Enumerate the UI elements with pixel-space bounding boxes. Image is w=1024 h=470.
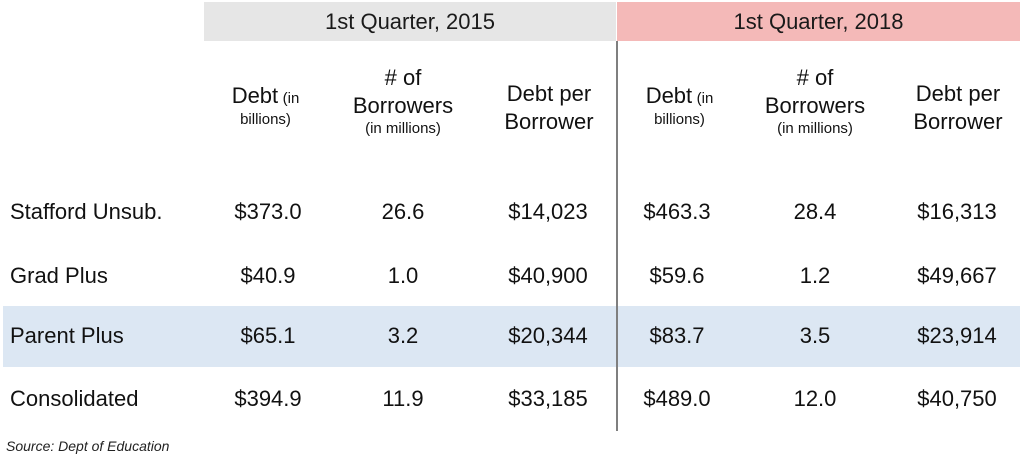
table-cell: 3.5 <box>799 323 831 348</box>
col-header-debt-per-label: Debt per <box>915 81 1001 106</box>
table-cell: $40,900 <box>508 263 588 288</box>
col-header-borrowers-sub: (in millions) <box>777 120 853 137</box>
col-header-borrowers-label: # of <box>384 65 422 90</box>
table-cell: $33,185 <box>508 386 588 411</box>
table-cell: $49,667 <box>917 263 997 288</box>
col-header-borrowers-label: # of <box>796 65 834 90</box>
col-header-debt-per-2018 <box>893 80 1023 135</box>
table-cell: $20,344 <box>508 323 588 348</box>
col-header-borrowers-2015 <box>333 64 473 139</box>
col-header-borrowers-2018 <box>745 64 885 139</box>
col-header-debt-per-label2: Borrower <box>913 108 1003 134</box>
col-header-borrowers-label2: Borrowers <box>352 92 454 118</box>
col-header-debt-label: Debt <box>231 83 279 108</box>
col-header-debt-sub2: billions) <box>240 110 291 128</box>
table-cell: $65.1 <box>240 323 296 348</box>
col-header-debt-sub: (in <box>696 90 714 107</box>
table-cell: 28.4 <box>793 199 837 224</box>
row-label: Consolidated <box>10 386 139 411</box>
col-header-debt-sub: (in <box>282 90 300 107</box>
table-cell: 26.6 <box>381 199 425 224</box>
row-label: Stafford Unsub. <box>10 199 163 224</box>
table-cell: $489.0 <box>643 386 711 411</box>
table-cell: 12.0 <box>793 386 837 411</box>
col-header-debt-2015 <box>208 82 323 130</box>
col-header-borrowers-sub: (in millions) <box>365 120 441 137</box>
col-header-borrowers-label2: Borrowers <box>764 92 866 118</box>
table-cell: 11.9 <box>382 386 424 411</box>
col-header-debt-per-label: Debt per <box>506 81 592 106</box>
table-cell: $83.7 <box>649 323 705 348</box>
row-label: Parent Plus <box>10 323 124 348</box>
row-label: Grad Plus <box>10 263 108 288</box>
period-header-2015: 1st Quarter, 2015 <box>204 2 616 41</box>
table-cell: 1.2 <box>799 263 831 288</box>
table-cell: $40.9 <box>240 263 296 288</box>
col-header-debt-per-label2: Borrower <box>504 108 594 134</box>
period-header-2018: 1st Quarter, 2018 <box>617 2 1020 41</box>
source-note: Source: Dept of Education <box>6 438 170 454</box>
table-cell: 1.0 <box>387 263 419 288</box>
col-header-debt-label: Debt <box>645 83 693 108</box>
table-cell: $463.3 <box>643 199 711 224</box>
table-cell: 3.2 <box>387 323 419 348</box>
table-cell: $14,023 <box>508 199 588 224</box>
period-divider <box>616 41 618 431</box>
col-header-debt-2018 <box>622 82 737 130</box>
table-cell: $394.9 <box>234 386 302 411</box>
col-header-debt-per-2015 <box>484 80 614 135</box>
table-cell: $59.6 <box>649 263 705 288</box>
table-cell: $373.0 <box>234 199 302 224</box>
table-cell: $40,750 <box>917 386 997 411</box>
table-cell: $23,914 <box>917 323 997 348</box>
col-header-debt-sub2: billions) <box>654 110 705 128</box>
table-cell: $16,313 <box>917 199 997 224</box>
